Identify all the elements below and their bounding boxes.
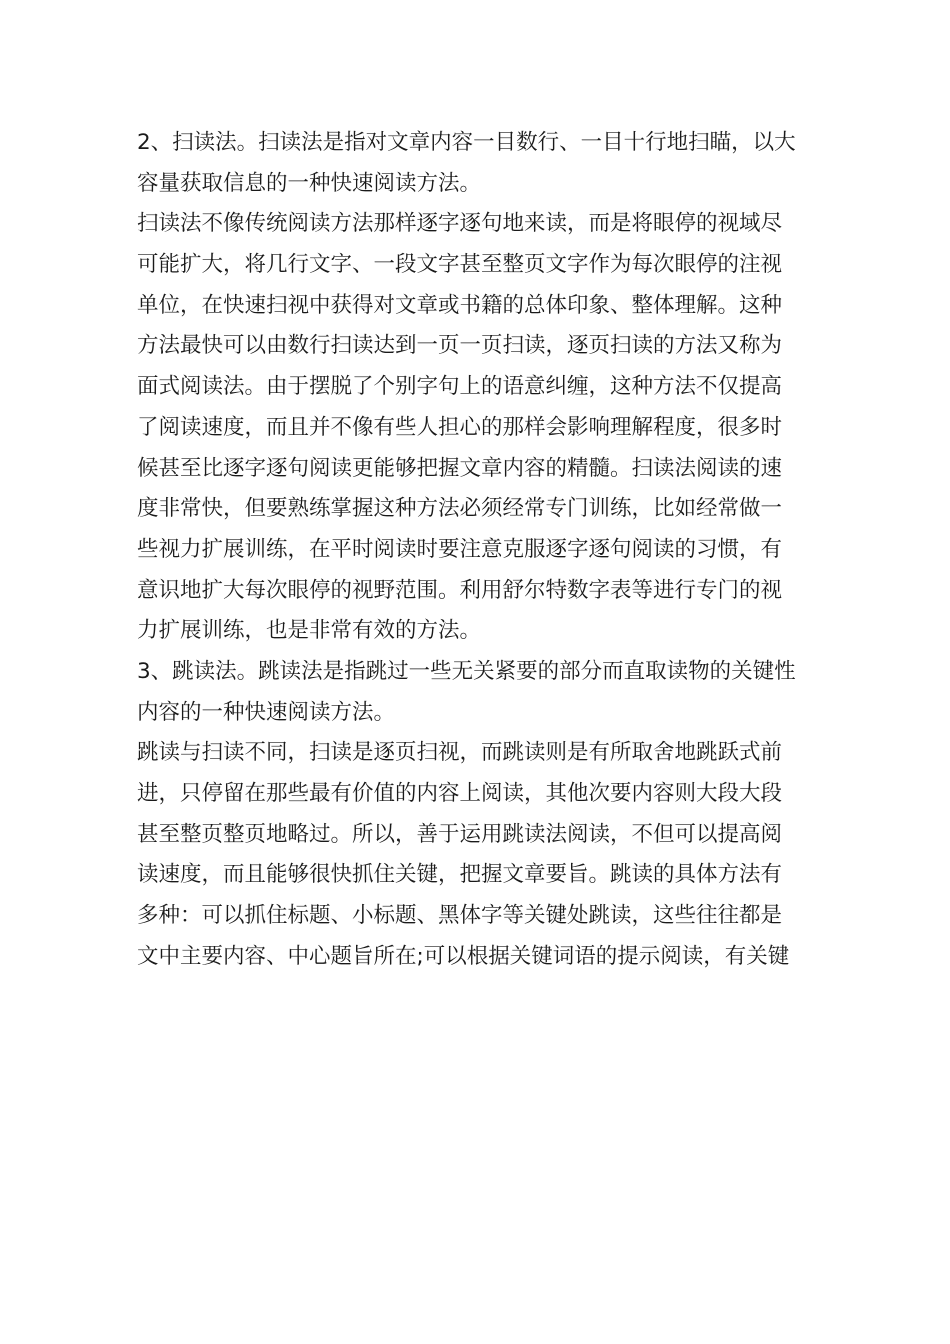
text-line: 进，只停留在那些最有价值的内容上阅读，其他次要内容则大段大段 xyxy=(137,781,783,806)
text-line: 可能扩大，将几行文字、一段文字甚至整页文字作为每次眼停的注视 xyxy=(137,252,783,278)
text-line: 文中主要内容、中心题旨所在;可以根据关键词语的提示阅读，有关键 xyxy=(137,943,790,969)
text-line: 些视力扩展训练，在平时阅读时要注意克服逐字逐句阅读的习惯，有 xyxy=(137,536,783,562)
text-line: 意识地扩大每次眼停的视野范围。利用舒尔特数字表等进行专门的视 xyxy=(137,577,783,603)
text-line: 方法最快可以由数行扫读达到一页一页扫读，逐页扫读的方法又称为 xyxy=(137,333,783,359)
text-line: 面式阅读法。由于摆脱了个别字句上的语意纠缠，这种方法不仅提高 xyxy=(137,374,783,400)
text-line: 了阅读速度，而且并不像有些人担心的那样会影响理解程度，很多时 xyxy=(137,414,783,440)
text-line: 力扩展训练，也是非常有效的方法。 xyxy=(137,618,482,644)
text-line: 单位，在快速扫视中获得对文章或书籍的总体印象、整体理解。这种 xyxy=(137,292,783,318)
text-line: 读速度，而且能够很快抓住关键，把握文章要旨。跳读的具体方法有 xyxy=(137,862,783,888)
body-text xyxy=(137,123,827,977)
text-line: 甚至整页整页地略过。所以，善于运用跳读法阅读，不但可以提高阅 xyxy=(137,821,783,847)
text-line: 3、跳读法。跳读法是指跳过一些无关紧要的部分而直取读物的关键性 xyxy=(137,658,796,684)
text-line: 跳读与扫读不同，扫读是逐页扫视，而跳读则是有所取舍地跳跃式前 xyxy=(137,740,783,766)
text-line: 容量获取信息的一种快速阅读方法。 xyxy=(137,170,482,196)
text-line: 多种：可以抓住标题、小标题、黑体字等关键处跳读，这些往往都是 xyxy=(137,903,783,929)
text-line: 内容的一种快速阅读方法。 xyxy=(137,699,396,725)
text-line: 2、扫读法。扫读法是指对文章内容一目数行、一目十行地扫瞄，以大 xyxy=(137,130,796,155)
text-line: 扫读法不像传统阅读方法那样逐字逐句地来读，而是将眼停的视域尽 xyxy=(137,211,783,237)
text-line: 候甚至比逐字逐句阅读更能够把握文章内容的精髓。扫读法阅读的速 xyxy=(137,455,783,481)
text-line: 度非常快，但要熟练掌握这种方法必须经常专门训练，比如经常做一 xyxy=(137,496,783,522)
